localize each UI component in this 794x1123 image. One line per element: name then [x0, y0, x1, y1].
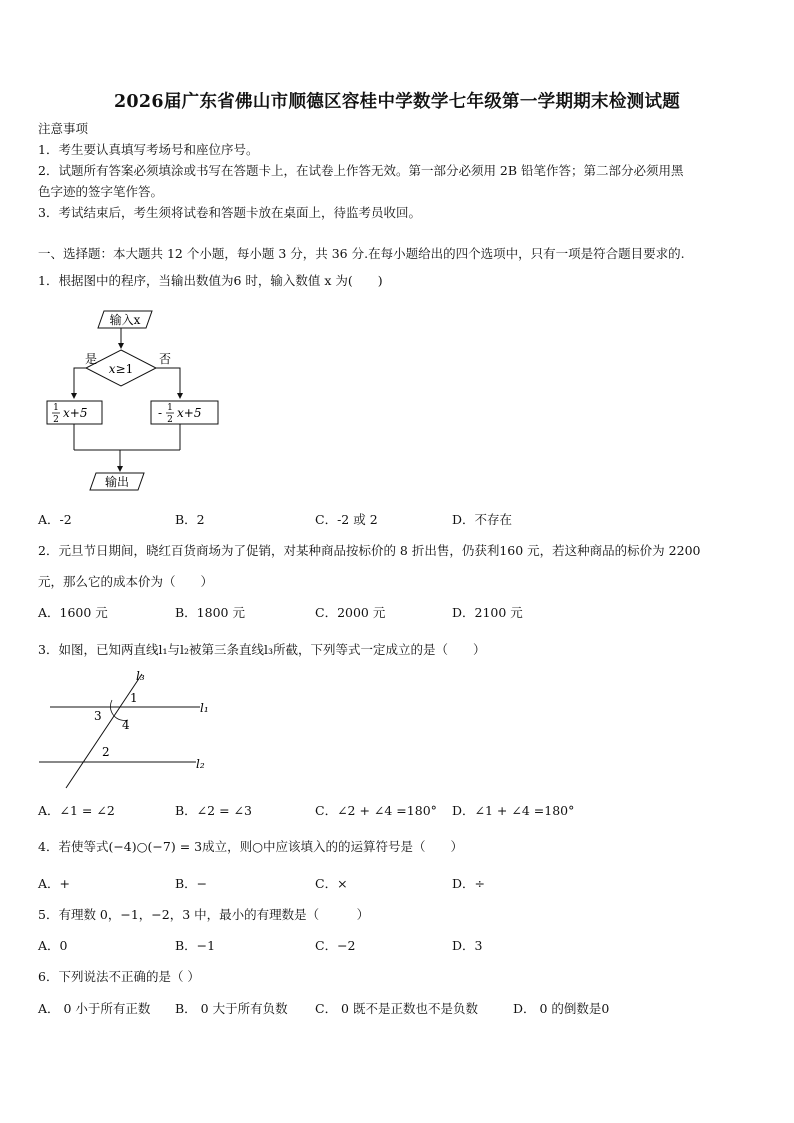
q4-option-c: C．× [315, 876, 348, 891]
flow-right-expr: x+5 [177, 406, 202, 420]
q3-option-b: B．∠2 = ∠3 [175, 803, 252, 818]
label-l1: l₁ [200, 701, 209, 715]
q1-option-a: A．-2 [38, 512, 72, 527]
flow-yes-label: 是 [84, 352, 98, 366]
angle-3: 3 [94, 709, 102, 723]
svg-text:1: 1 [53, 403, 59, 413]
q3-figure [36, 664, 226, 792]
q6-option-c: C． 0 既不是正数也不是负数 [315, 1001, 478, 1016]
flow-no-label: 否 [158, 352, 172, 366]
q6-stem: 6．下列说法不正确的是（ ） [38, 969, 200, 984]
q1-option-b: B．2 [175, 512, 205, 527]
q1-option-c: C．-2 或 2 [315, 512, 378, 527]
label-l2: l₂ [196, 757, 205, 771]
q2-option-d: D．2100 元 [452, 605, 523, 620]
q1-flowchart [38, 305, 238, 495]
q5-option-d: D．3 [452, 938, 483, 953]
q2-option-c: C．2000 元 [315, 605, 386, 620]
q5-stem: 5．有理数 0，−1，−2，3 中，最小的有理数是（ ） [38, 907, 370, 922]
q5-option-b: B．−1 [175, 938, 216, 953]
notice-item-2: 2．试题所有答案必须填涂或书写在答题卡上，在试卷上作答无效。第一部分必须用 2B 铅笔作答；第二部分必须用黑 [38, 163, 684, 178]
q1-option-d: D．不存在 [452, 512, 513, 527]
svg-text:-: - [158, 406, 163, 420]
flow-output-label: 输出 [104, 475, 130, 489]
q3-stem: 3．如图，已知两直线l₁与l₂被第三条直线l₃所截，下列等式一定成立的是（ ） [38, 642, 486, 657]
q4-stem: 4．若使等式(−4)○(−7) = 3成立，则○中应该填入的的运算符号是（ ） [38, 839, 464, 854]
q2-stem-line1: 2．元旦节日期间，晓红百货商场为了促销，对某种商品按标价的 8 折出售，仍获利160 元，若这种商品的标价为 2200 [38, 543, 701, 558]
angle-1: 1 [130, 691, 138, 705]
q6-option-a: A． 0 小于所有正数 [38, 1001, 151, 1016]
q2-option-b: B．1800 元 [175, 605, 245, 620]
flow-input-label: 输入x [109, 313, 141, 327]
q6-option-d: D． 0 的倒数是0 [513, 1001, 610, 1016]
flow-condition-label: x≥1 [108, 362, 134, 376]
q4-option-d: D．÷ [452, 876, 485, 891]
q3-option-c: C．∠2 + ∠4 =180° [315, 803, 437, 818]
q6-option-b: B． 0 大于所有负数 [175, 1001, 288, 1016]
notice-heading: 注意事项 [38, 121, 89, 136]
q4-option-a: A．+ [38, 876, 71, 891]
svg-text:2: 2 [167, 415, 173, 425]
q1-stem: 1．根据图中的程序，当输出数值为6 时，输入数值 x 为( ) [38, 273, 383, 288]
label-l3: l₃ [136, 669, 145, 683]
q5-option-c: C．−2 [315, 938, 356, 953]
svg-text:2: 2 [53, 415, 59, 425]
q2-option-a: A．1600 元 [38, 605, 108, 620]
section-heading: 一、选择题：本大题共 12 个小题，每小题 3 分，共 36 分.在每小题给出的四个选项中，只有一项是符合题目要求的. [38, 246, 685, 261]
notice-item-1: 1．考生要认真填写考场号和座位序号。 [38, 142, 259, 157]
q3-option-a: A．∠1 = ∠2 [38, 803, 115, 818]
flow-left-expr: x+5 [63, 406, 88, 420]
notice-item-3: 3．考试结束后，考生须将试卷和答题卡放在桌面上，待监考员收回。 [38, 205, 421, 220]
q2-stem-line2: 元，那么它的成本价为（ ） [38, 574, 214, 589]
angle-2: 2 [102, 745, 110, 759]
q4-option-b: B．− [175, 876, 208, 891]
q5-option-a: A．0 [38, 938, 68, 953]
svg-text:1: 1 [167, 403, 173, 413]
q3-option-d: D．∠1 + ∠4 =180° [452, 803, 575, 818]
angle-4: 4 [122, 718, 130, 732]
page-title: 2026届广东省佛山市顺德区容桂中学数学七年级第一学期期末检测试题 [113, 92, 681, 112]
notice-item-2-cont: 色字迹的签字笔作答。 [38, 184, 164, 199]
